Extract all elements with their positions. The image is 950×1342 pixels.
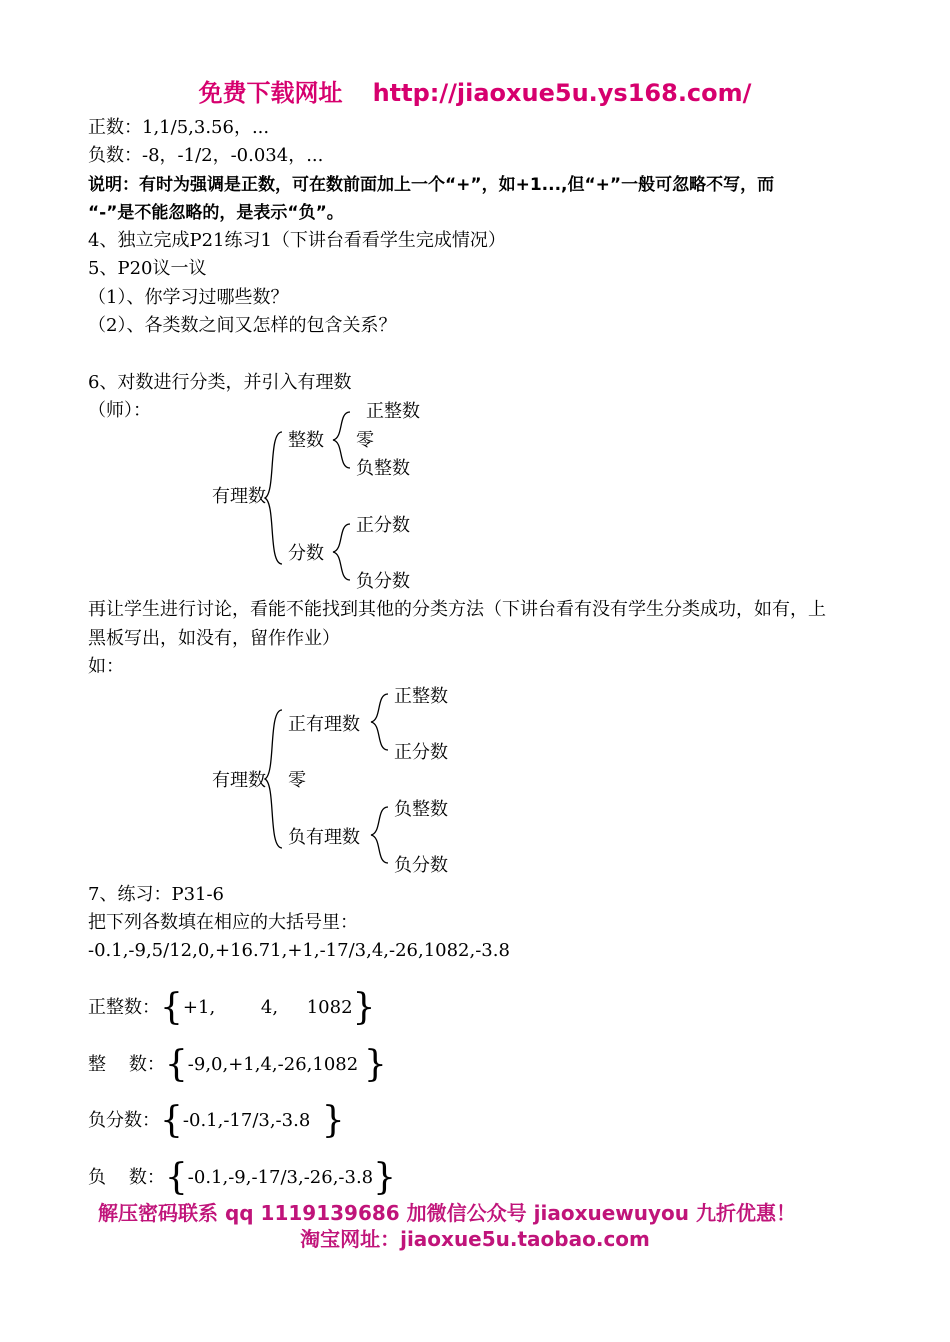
set-label: 正整数： — [88, 997, 160, 1018]
set-positive-integers — [88, 988, 375, 1028]
open-brace: { — [160, 1100, 183, 1141]
paragraph-line-1: 再让学生进行讨论，看能不能找到其他的分类方法（下讲台看有没有学生分类成功，如有，上 — [88, 599, 826, 620]
paragraph-line-2: 黑板写出，如没有，留作作业） — [88, 628, 340, 649]
open-brace: { — [160, 987, 183, 1028]
tree1-positive-fraction-label: 正分数 — [356, 515, 410, 536]
item-5: 5、P20议一议 — [88, 258, 207, 279]
footer-line-2[interactable]: 淘宝网址：jiaoxue5u.taobao.com — [300, 1227, 650, 1251]
set-label: 负 数： — [88, 1167, 165, 1188]
question-2: （2）、各类数之间又怎样的包含关系？ — [88, 315, 397, 336]
set-negative-numbers — [88, 1158, 396, 1198]
tree2-positive-rational-label: 正有理数 — [288, 714, 360, 735]
close-brace: } — [321, 1100, 345, 1141]
note-line-1: 说明：有时为强调是正数，可在数前面加上一个“+”，如+1...,但“+”一般可忽略不写，而 — [88, 175, 775, 195]
example-label: 如： — [88, 656, 124, 677]
tree1-fraction-label: 分数 — [288, 543, 324, 564]
tree2-positive-integer-label: 正整数 — [394, 686, 448, 707]
item-7: 7、练习：P31-6 — [88, 884, 225, 905]
header-title: 免费下载网址 — [198, 79, 343, 107]
header-url[interactable]: http://jiaoxue5u.ys168.com/ — [372, 79, 752, 107]
line-positive: 正数：1,1/5,3.56，... — [88, 117, 270, 138]
number-list: -0.1,-9,5/12,0,+16.71,+1,-17/3,4,-26,1082,-3.8 — [88, 940, 510, 961]
tree1-root-label: 有理数 — [212, 486, 266, 507]
tree1-zero-label: 零 — [356, 430, 374, 451]
note-line-2: “-”是不能忽略的，是表示“负”。 — [88, 203, 344, 223]
tree1-fraction-brace — [330, 520, 354, 584]
tree2-negative-integer-label: 负整数 — [394, 799, 448, 820]
set-negative-fractions — [88, 1101, 345, 1141]
set-label: 负分数： — [88, 1110, 160, 1131]
tree1-negative-fraction-label: 负分数 — [356, 571, 410, 592]
item-6: 6、对数进行分类，并引入有理数 — [88, 372, 352, 393]
tree2-negative-rational-label: 负有理数 — [288, 827, 360, 848]
tree1-integer-label: 整数 — [288, 430, 324, 451]
line-negative: 负数：-8，-1/2，-0.034，... — [88, 145, 324, 166]
footer-line-1: 解压密码联系 qq 1119139686 加微信公众号 jiaoxuewuyou 九折优惠！ — [98, 1201, 796, 1225]
tree1-positive-integer-label: 正整数 — [366, 401, 420, 422]
tree1-integer-brace — [330, 408, 354, 472]
close-brace: } — [363, 1044, 387, 1085]
set-items: -0.1,-17/3,-3.8 — [182, 1110, 322, 1131]
set-items: +1, 4, 1082 — [182, 997, 353, 1018]
tree2-zero-label: 零 — [288, 770, 306, 791]
header — [0, 80, 950, 106]
open-brace: { — [164, 1044, 188, 1085]
set-items: -0.1,-9,-17/3,-26,-3.8 — [187, 1167, 374, 1188]
set-items: -9,0,+1,4,-26,1082 — [187, 1054, 364, 1075]
tree2-negative-brace — [368, 803, 392, 867]
tree2-positive-brace — [368, 690, 392, 754]
tree2-root-label: 有理数 — [212, 770, 266, 791]
tree2-positive-fraction-label: 正分数 — [394, 742, 448, 763]
tree1-negative-integer-label: 负整数 — [356, 458, 410, 479]
question-1: （1）、你学习过哪些数？ — [88, 287, 289, 308]
teacher-label: （师）： — [88, 400, 151, 421]
close-brace: } — [352, 987, 376, 1028]
open-brace: { — [164, 1157, 188, 1198]
set-label: 整 数： — [88, 1054, 165, 1075]
fill-instruction: 把下列各数填在相应的大括号里： — [88, 912, 358, 933]
tree2-negative-fraction-label: 负分数 — [394, 855, 448, 876]
close-brace: } — [373, 1157, 397, 1198]
item-4: 4、独立完成P21练习1（下讲台看看学生完成情况） — [88, 230, 506, 251]
set-integers — [88, 1045, 387, 1085]
